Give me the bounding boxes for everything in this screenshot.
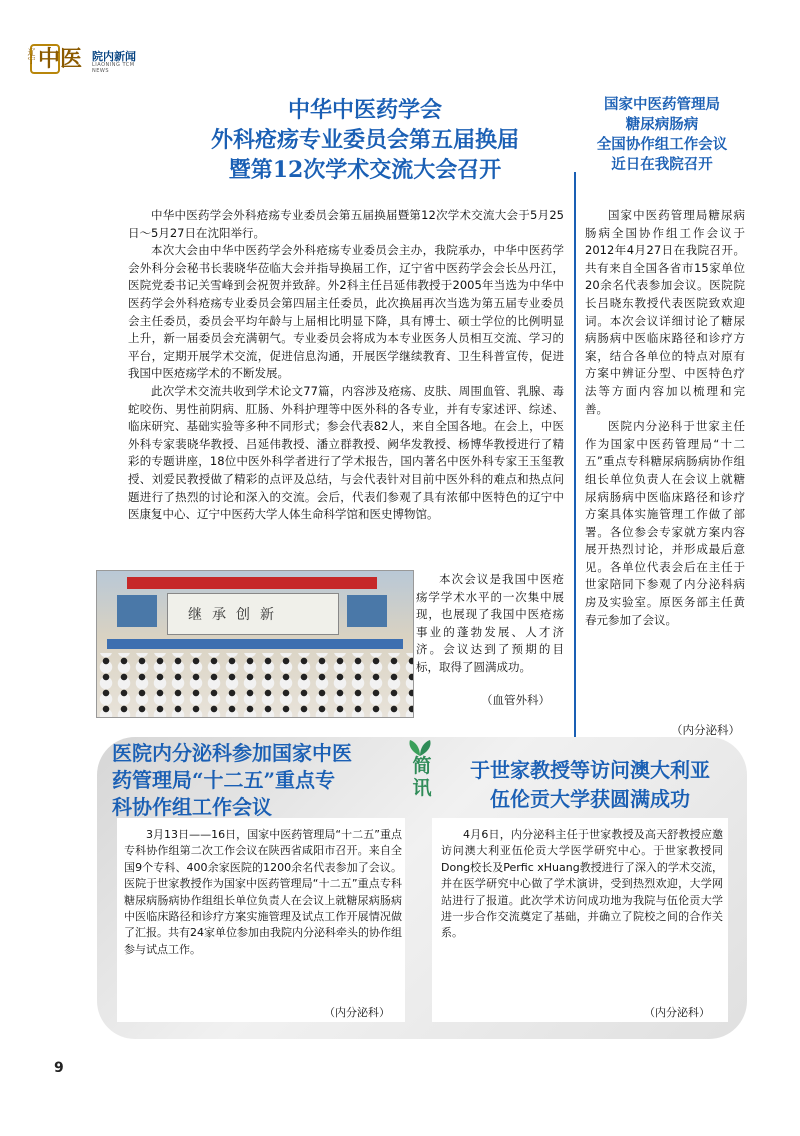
main-article-title xyxy=(135,95,595,185)
title-line: 国家中医药管理局 xyxy=(604,96,720,113)
title-line: 近日在我院召开 xyxy=(611,156,713,173)
photo-board xyxy=(167,593,339,635)
sidebar-divider xyxy=(574,172,576,742)
article-paragraph: 4月6日，内分泌科主任于世家教授及高天舒教授应邀访问澳大利亚伍伦贡大学医学研究中心。于世家教授同Dong校长及Perfic xHuang教授进行了深入的学术交流，并在医学研究中心做了学术演讲，受到热烈欢迎，大学网站进行了报道。此次学术访问成功地为我院与伍伦贡大学进一步合作交流奠定了基础，并确立了院校之间的合作关系。 xyxy=(441,828,723,940)
brief-label-char: 简 xyxy=(412,755,432,777)
main-article-signature: （血管外科） xyxy=(481,693,550,707)
page-number: 9 xyxy=(54,1060,64,1076)
article-paragraph: 中华中医药学会外科疮疡专业委员会第五届换届暨第12次学术交流大会于5月25日～5月27日在沈阳举行。 xyxy=(128,208,564,240)
title-line: 伍伦贡大学获圆满成功 xyxy=(490,787,690,811)
photo-side-text xyxy=(416,571,564,677)
title-line: 中华中医药学会 xyxy=(287,97,442,123)
photo-audience xyxy=(97,653,413,717)
article-paragraph: 医院内分泌科于世家主任作为国家中医药管理局“十二五”重点专科糖尿病肠病协作组组长单位负责人在会议上就糖尿病肠病中医临床路径和诊疗方案具体实施管理工作做了部署。各位参会专家就方案内容展开热烈讨论，并形成最后意见。各单位代表会后在主任于世家陪同下参观了内分泌科病房及实验室。原医务部主任黄春元参加了会议。 xyxy=(585,419,745,627)
brief-left-body xyxy=(124,827,402,958)
brief-right-title xyxy=(445,756,735,814)
article-paragraph: 此次学术交流共收到学术论文77篇，内容涉及疮疡、皮肤、周围血管、乳腺、毒蛇咬伤、男性前阴病、肛肠、外科护理等中医外科的各专业，并有专家述评、综述、临床研究、基础实验等多种不同形式；参会代表82人，来自全国各地。在会上，中医外科专家裴晓华教授、吕延伟教授、潘立群教授、阙华发教授、杨博华教授进行了精彩的专题讲座，18位中医外科学者进行了学术报告，国内著名中医外科专家王玉玺教授、刘爱民教授做了精彩的点评及总结，与会代表针对目前中医外科的难点和热点问题进行了热烈的讨论和深入的交流。会后，代表们参观了具有浓郁中医特色的辽宁中医康复中心、辽宁中医药大学人体生命科学馆和医史博物馆。 xyxy=(128,383,564,522)
photo-banner xyxy=(127,577,377,589)
title-line: 于世家教授等访问澳大利亚 xyxy=(470,758,710,782)
article-paragraph: 3月13日——16日，国家中医药管理局“十二五”重点专科协作组第二次工作会议在陕西省咸阳市召开。来自全国9个专科、400余家医院的1200余名代表参加了会议。医院于世家教授作为国家中医药管理局“十二五”重点专科糖尿病肠病协作组组长单位负责人在会议上就糖尿病肠病中医临床路径和诊疗方案实施管理及试点工作开展情况做了汇报。共有24家单位参加由我院内分泌科牵头的协作组参与试点工作。 xyxy=(124,828,402,956)
title-line: 药管理局“十二五”重点专 xyxy=(112,768,336,792)
photo-screen xyxy=(347,595,387,627)
title-line: 科协作组工作会议 xyxy=(112,795,272,819)
side-article-title xyxy=(578,95,746,175)
news-brief-label xyxy=(404,755,440,799)
photo-screen xyxy=(117,595,157,627)
logo-title: 院内新闻 xyxy=(92,50,136,63)
conference-photo xyxy=(96,570,414,718)
title-line: 外科疮疡专业委员会第五届换届 xyxy=(210,127,519,153)
title-line: 暨第12次学术交流大会召开 xyxy=(228,157,502,183)
photo-board-text: 继承创新 xyxy=(188,607,284,623)
logo-mark: 中医 xyxy=(38,46,83,72)
brief-right-signature: （内分泌科） xyxy=(644,1006,710,1019)
brief-right-body xyxy=(441,827,723,942)
side-article-body xyxy=(585,207,745,629)
brief-label-char: 讯 xyxy=(412,777,432,799)
title-line: 全国协作组工作会议 xyxy=(596,136,728,153)
photo-podium-table xyxy=(107,639,403,649)
masthead-logo xyxy=(27,44,140,74)
article-paragraph: 本次会议是我国中医疮疡学学术水平的一次集中展现，也展现了我国中医疮疡事业的蓬勃发展、人才济济。会议达到了预期的目标，取得了圆满成功。 xyxy=(416,572,564,674)
main-article-body xyxy=(128,207,564,524)
article-paragraph: 本次大会由中华中医药学会外科疮疡专业委员会主办，我院承办，中华中医药学会外科分会秘书长裴晓华莅临大会并指导换届工作，辽宁省中医药学会会长丛丹江，医院党委书记关雪峰到会祝贺并致辞。外2科主任吕延伟教授于2005年当选为中华中医药学会外科疮疡专业委员会第四届主任委员，此次换届再次当选为第五届专业委员会主任委员，委员会平均年龄与上届相比明显下降，具有博士、硕士学位的比例明显上升，新一届委员会充满朝气。专业委员会将成为本专业医务人员相互交流、学习的平台，定期开展学术交流，促进信息沟通，开展医学继续教育、卫生科普宣传，促进我国中医疮疡学术的不断发展。 xyxy=(128,243,564,381)
article-paragraph: 国家中医药管理局糖尿病肠病全国协作组工作会议于2012年4月27日在我院召开。共有来自全国各省市15家单位20余名代表参加会议。医院院长吕晓东教授代表医院致欢迎词。本次会议详细讨论了糖尿病肠病中医临床路径和诊疗方案，结合各单位的特点对原有方案中辨证分型、中医特色疗法等方面内容加以梳理和完善。 xyxy=(585,208,745,416)
brief-left-signature: （内分泌科） xyxy=(324,1006,390,1019)
brief-left-title xyxy=(112,740,402,821)
logo-subtitle: LIAONING TCM NEWS xyxy=(92,62,135,74)
side-article-signature: （内分泌科） xyxy=(671,723,740,737)
title-line: 医院内分泌科参加国家中医 xyxy=(112,741,352,765)
logo-region: 辽宁 xyxy=(27,48,36,64)
title-line: 糖尿病肠病 xyxy=(625,116,699,133)
